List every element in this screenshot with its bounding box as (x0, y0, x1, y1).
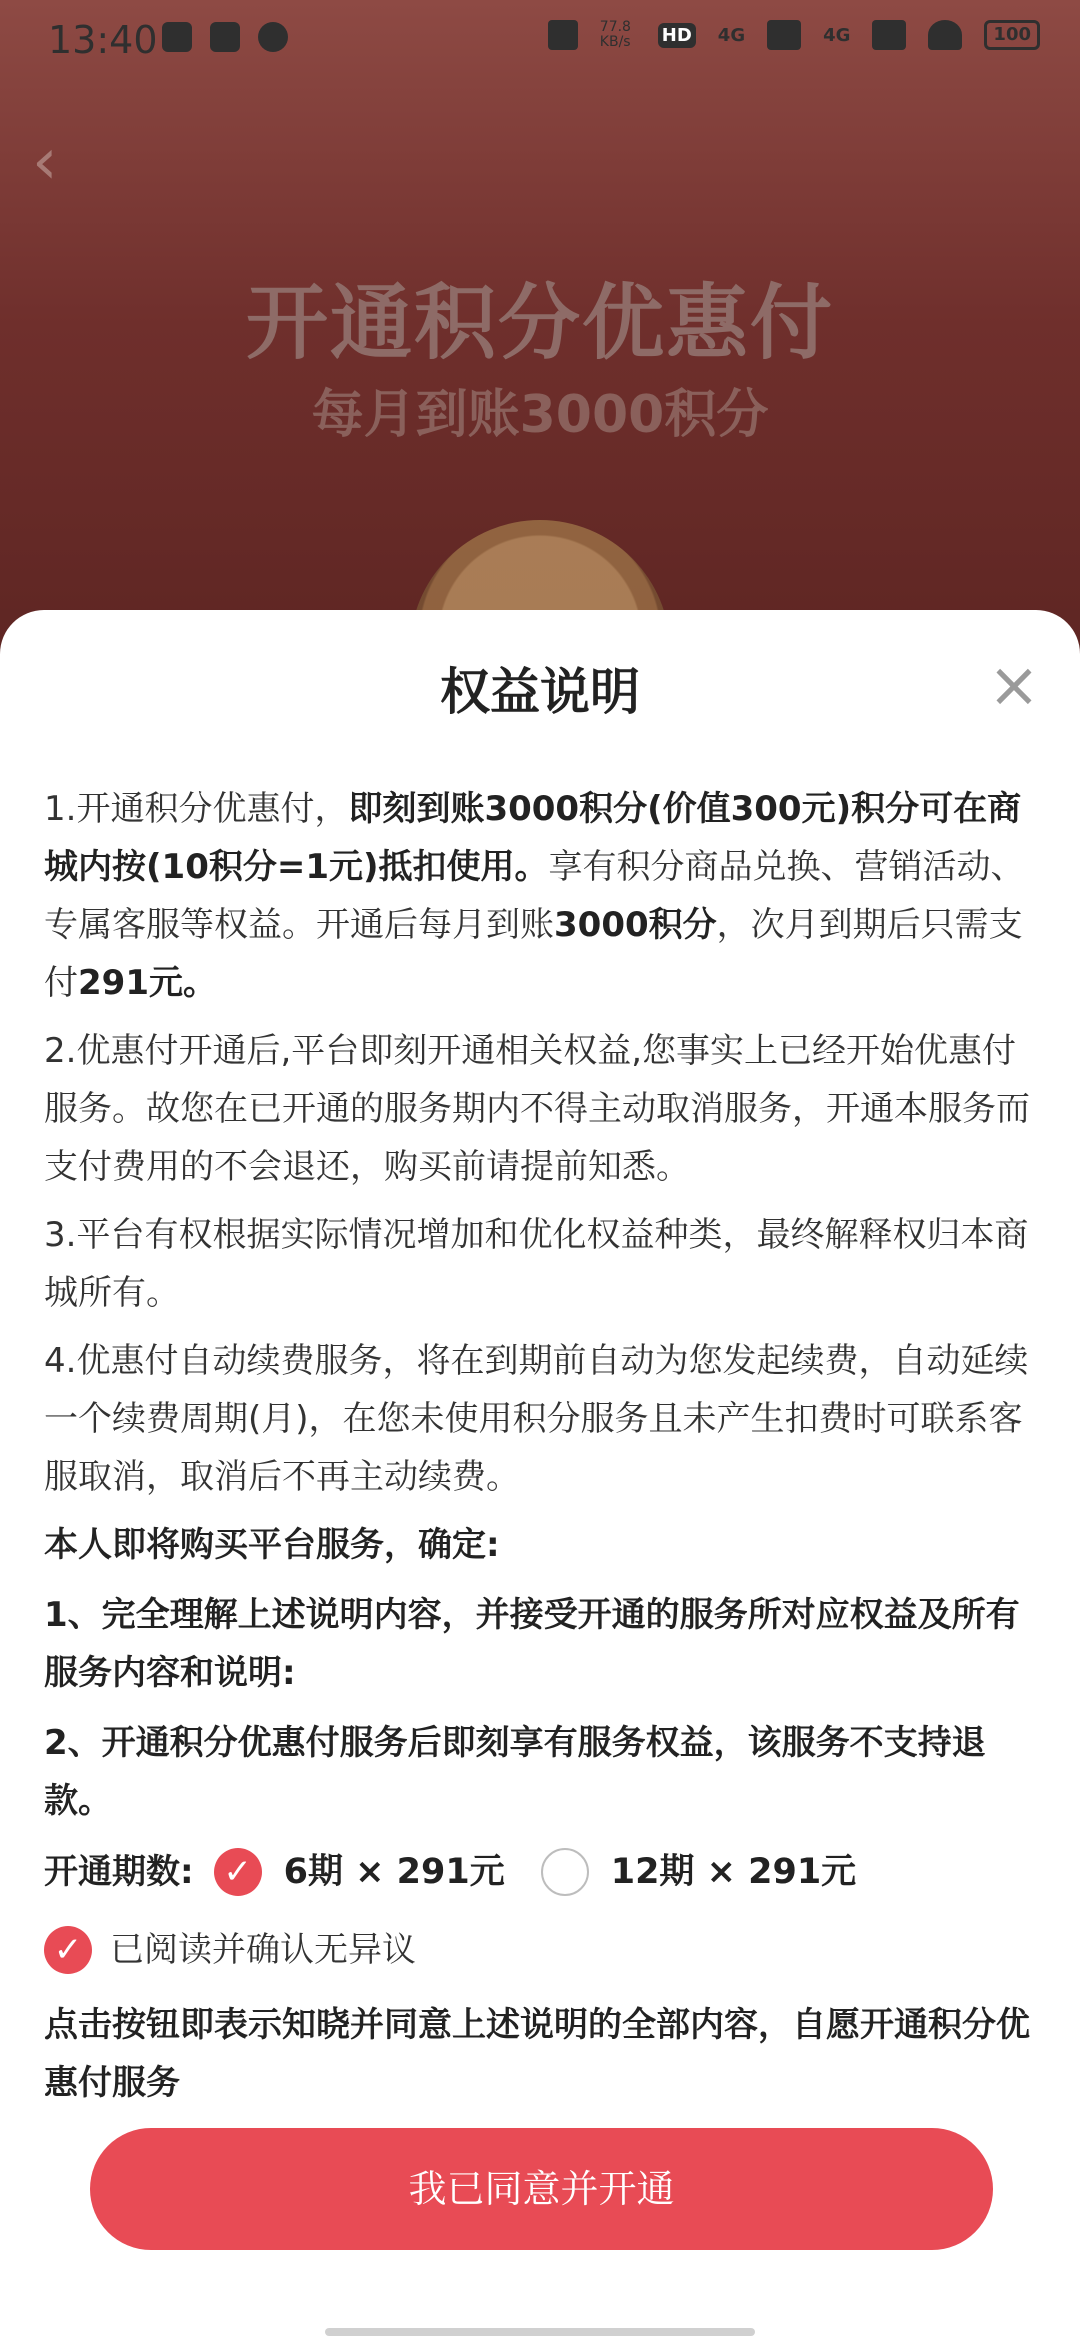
section-1-part-3: 享有积分商品兑换、营销活动、专属客服等权益。开通后每月到账 (44, 847, 1025, 945)
section-2: 2.优惠付开通后,平台即刻开通相关权益,您事实上已经开始优惠付服务。故您在已开通的服务期内不得主动取消服务，开通本服务而支付费用的不会退还，购买前请提前知悉。 (44, 1031, 1030, 1187)
confirm-block (44, 1516, 1039, 1830)
signal-2-icon (872, 20, 906, 50)
battery-icon: 100 (984, 20, 1040, 50)
period-option-6[interactable]: 6期 × 291元 (283, 1852, 505, 1892)
message-icon (258, 22, 288, 52)
signal-1-icon (767, 20, 801, 50)
sheet-content (44, 780, 1039, 2112)
clipboard-icon (210, 22, 240, 52)
signal-4g-1-label: 4G (717, 24, 746, 46)
section-1-part-2: 即刻到账3000积分(价值300元)积分可在商城内按(10积分=1元)抵扣使用。 (44, 789, 1022, 887)
confirm-item-2: 2、开通积分优惠付服务后即刻享有服务权益，该服务不支持退款。 (44, 1723, 986, 1821)
hero-subtitle: 每月到账3000积分 (311, 385, 769, 445)
section-1-part-6: 291元。 (78, 963, 217, 1003)
back-arrow-icon[interactable]: ‹ (32, 125, 58, 199)
agree-check-icon[interactable]: ✓ (44, 1926, 92, 1974)
confirm-heading: 本人即将购买平台服务，确定: (44, 1525, 500, 1565)
mute-icon (548, 20, 578, 50)
home-indicator[interactable] (325, 2328, 755, 2336)
wifi-icon (928, 20, 962, 50)
period-label: 开通期数: (44, 1852, 194, 1892)
benefits-sheet (0, 610, 1080, 2340)
agree-text: 已阅读并确认无异议 (110, 1930, 416, 1970)
status-time: 13:40 (48, 18, 158, 62)
agree-checkbox-row[interactable] (44, 1920, 1039, 1980)
period-6-radio-checked-icon[interactable]: ✓ (214, 1848, 262, 1896)
section-1-part-4: 3000积分 (554, 905, 717, 945)
period-12-radio-icon[interactable] (541, 1848, 589, 1896)
net-speed: 77.8 KB/s (599, 19, 631, 50)
section-3: 3.平台有权根据实际情况增加和优化权益种类，最终解释权归本商城所有。 (44, 1215, 1029, 1313)
section-1-part-5: ，次月到期后只需支付 (44, 905, 1023, 1003)
notification-icons (162, 22, 288, 52)
close-icon[interactable]: × (988, 648, 1040, 721)
section-1-part-1: 1.开通积分优惠付， (44, 789, 349, 829)
confirm-item-1: 1、完全理解上述说明内容，并接受开通的服务所对应权益及所有服务内容和说明: (44, 1595, 1020, 1693)
system-icons (548, 20, 1040, 50)
agree-and-open-button[interactable]: 我已同意并开通 (90, 2128, 993, 2250)
hero-title: 开通积分优惠付 (245, 276, 834, 371)
consent-notice: 点击按钮即表示知晓并同意上述说明的全部内容，自愿开通积分优惠付服务 (44, 2005, 1030, 2103)
section-1 (44, 780, 1039, 1012)
app-notification-icon (162, 22, 192, 52)
sheet-title: 权益说明 (440, 663, 640, 721)
status-bar (0, 0, 1080, 90)
period-option-12[interactable]: 12期 × 291元 (610, 1852, 857, 1892)
signal-4g-2-label: 4G (823, 24, 851, 46)
hd-label: HD (658, 23, 696, 48)
period-selector (44, 1842, 1039, 1902)
section-4: 4.优惠付自动续费服务，将在到期前自动为您发起续费，自动延续一个续费周期(月)，在您未使用积分服务且未产生扣费时可联系客服取消，取消后不再主动续费。 (44, 1341, 1029, 1497)
